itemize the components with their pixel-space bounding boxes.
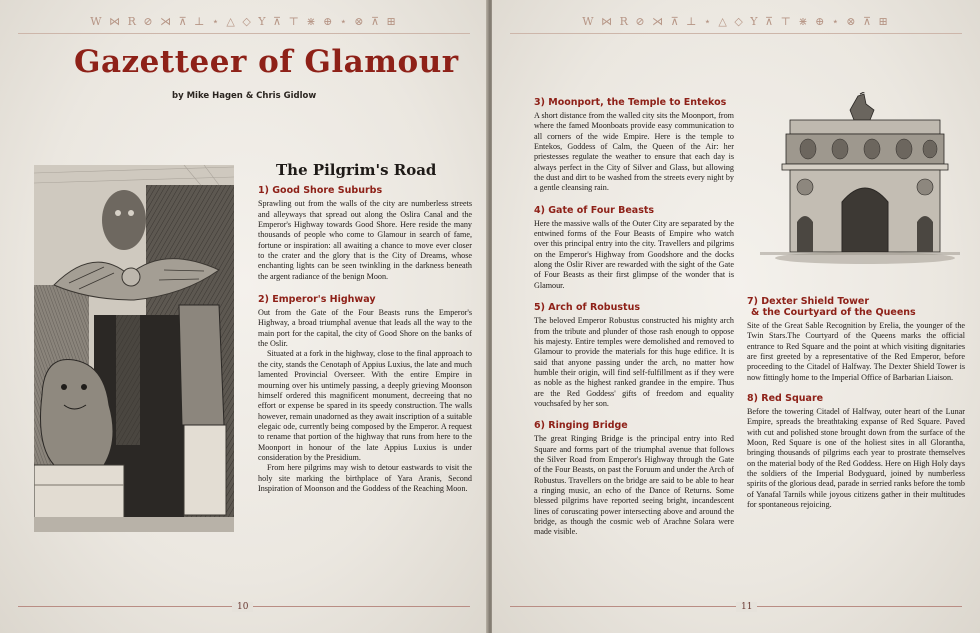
right-text-column-2: [747, 296, 965, 511]
section-paragraph: The beloved Emperor Robustus constructed his mighty arch from the tribute and plunder of those rash enough to oppose his majesty. Entire temples were demolished and removed to Glamour to provide the materials for this huge edifice. It is said that anyone passing under the arch, no matter how humble their origin, will find self-fulfillment as if they were as noble as the highest ranked grandee in the empire. Thus are the Red Goddess' gifts of freedom and equality vouchsafed by her son.: [534, 316, 734, 408]
section-paragraph: The great Ringing Bridge is the principal entry into Red Square and forms part of the triumphal avenue that follows the Silver Road from Emperor's Highway through the Gate of the Four Beasts, on past the Foruum and under the Arch of Robustus. Travellers on the bridge are said to be able to hear a ringing music, an echo of the Dance of Returns. Some blessed pilgrims have reported seeing bright, incandescent lines of coruscating power intersecting above and around the bridge, as though the cosmic web of Arachne Solara were made visible.: [534, 434, 734, 537]
page-title: Gazetteer of Glamour: [74, 44, 459, 80]
section-paragraph: Sprawling out from the walls of the city are numberless streets and alleyways that spread out along the Oslira Canal and the Emperor's Highway towards Good Shore. Here reside the many thousands of people who come to Glamour in search of fame, fortune or inspiration: all awaiting a chance to move ever closer to the crater and the glory that is the City of Dreams, whose enchanting lights can be seen twinkling in the darkness beneath the argent radiance of the benign Moon.: [258, 199, 472, 281]
section-title: The Pilgrim's Road: [276, 161, 437, 179]
rune-text: W ⋈ R ⊘ ⋊ ⊼ ⊥ ⋆ △ ◇ Y ⊼ ⊤ ⋇ ⊕ ⋆ ⊗ ⊼ ⊞: [90, 14, 398, 28]
arch-illustration-icon: [750, 92, 962, 270]
right-page: [492, 0, 980, 633]
section-heading-red-square: 8) Red Square: [747, 393, 824, 405]
section-heading-gate-four-beasts: 4) Gate of Four Beasts: [534, 204, 655, 216]
rune-divider: [18, 33, 470, 34]
page-number: 10: [232, 602, 253, 612]
arch-illustration: [750, 92, 962, 270]
left-text-column: [258, 161, 472, 494]
section-paragraph: Here the massive walls of the Outer City are separated by the entwined forms of the Four Beasts of Empire who watch over this principal entry into the city. Travellers and pilgrims on the Emperor's Highway from Goodshore and the docks along the Oslir River are rewarded with the sight of the Gate of Four Beasts as their first glimpse of the wonder that is Glamour.: [534, 218, 734, 290]
section-heading-good-shore: 1) Good Shore Suburbs: [258, 185, 383, 197]
section-heading-arch-robustus: 5) Arch of Robustus: [534, 302, 640, 314]
left-page: [0, 0, 488, 633]
section-heading-moonport: 3) Moonport, the Temple to Entekos: [534, 97, 727, 108]
section-paragraph: Before the towering Citadel of Halfway, outer heart of the Lunar Empire, spreads the breathtaking expanse of Red Square. Paved with cut and polished stone brought down from the surface of the Moon, Red Square is one of the holiest sites in all Glorantha, bringing thousands of pilgrims each year to prostrate themselves on the material body of the Red Goddess. Here on High Holy days the soldiers of the Imperial Bodyguard, joined by numberless spirits of the glorious dead, parade in serried ranks before the tomb of Yanafal Tarnils while joyous citizens gather in their multitudes for spontaneous rejoicing.: [747, 407, 965, 510]
section-heading-courtyard-queens: & the Courtyard of the Queens: [751, 307, 916, 318]
rune-divider: [510, 33, 962, 34]
rune-border-top: [18, 14, 470, 28]
section-paragraph: A short distance from the walled city sits the Moonport, from where the famed Moonboats provide easy communication to all corners of the wide Empire. Here is the temple to Entekos, Goddess of Calm, the Queen of the Air: her priestesses regulate the weather to ensure that each day is always perfect in the City of Silver and Glass, but allowing the dust and dirt to be washed from the streets every night by a gentle cleansing rain.: [534, 111, 734, 193]
section-paragraph: Site of the Great Sable Recognition by Erelia, the younger of the Twin Stars.The Courtyard of the Queens marks the official entrance to Red Square and the point at which visiting dignitaries are first greeted by a representative of the Red Emperor, before proceeding to the Citadel of Halfway. The Dexter Shield Tower is now fittingly home to the Imperial Office of Barbarian Liaison.: [747, 321, 965, 382]
section-heading-ringing-bridge: 6) Ringing Bridge: [534, 420, 628, 432]
section-paragraph: Situated at a fork in the highway, close to the final approach to the city, stands the Cenotaph of Appius Luxius, the late and much lamented Provincial Overseer. With the entire Empire in mourning over his untimely passing, a deeply grieving Moonson himself ordered this magnificent monument, decreeing that no effort or expense be spared in its speedy construction. The walls however, remain unadorned as they await inscription of a suitable elegaic ode, currently being composed by the Emperor. A request to rename that portion of the highway that runs from here to the Moonport in honour of the late Appius Luxius is under consideration by the Presidium.: [258, 349, 472, 462]
section-heading-dexter-shield: 7) Dexter Shield Tower: [747, 296, 870, 307]
section-heading-emperors-highway: 2) Emperor's Highway: [258, 294, 376, 306]
byline: by Mike Hagen & Chris Gidlow: [172, 91, 317, 101]
section-paragraph: From here pilgrims may wish to detour eastwards to visit the holy site marking the birthplace of Yara Aranis, Second Inspiration of Moonson and the Goddess of the Reaching Moon.: [258, 463, 472, 493]
rune-border-top: [510, 14, 962, 28]
page-number: 11: [736, 602, 757, 612]
gate-illustration-icon: [34, 165, 234, 532]
rune-text: W ⋈ R ⊘ ⋊ ⊼ ⊥ ⋆ △ ◇ Y ⊼ ⊤ ⋇ ⊕ ⋆ ⊗ ⊼ ⊞: [582, 14, 890, 28]
section-paragraph: Out from the Gate of the Four Beasts runs the Emperor's Highway, a broad triumphal avenue that leads all the way to the main port for the capital, the city of Good Shore on the banks of the Oslir.: [258, 308, 472, 349]
right-text-column-1: [534, 97, 734, 538]
gate-of-beasts-illustration: [34, 165, 234, 532]
